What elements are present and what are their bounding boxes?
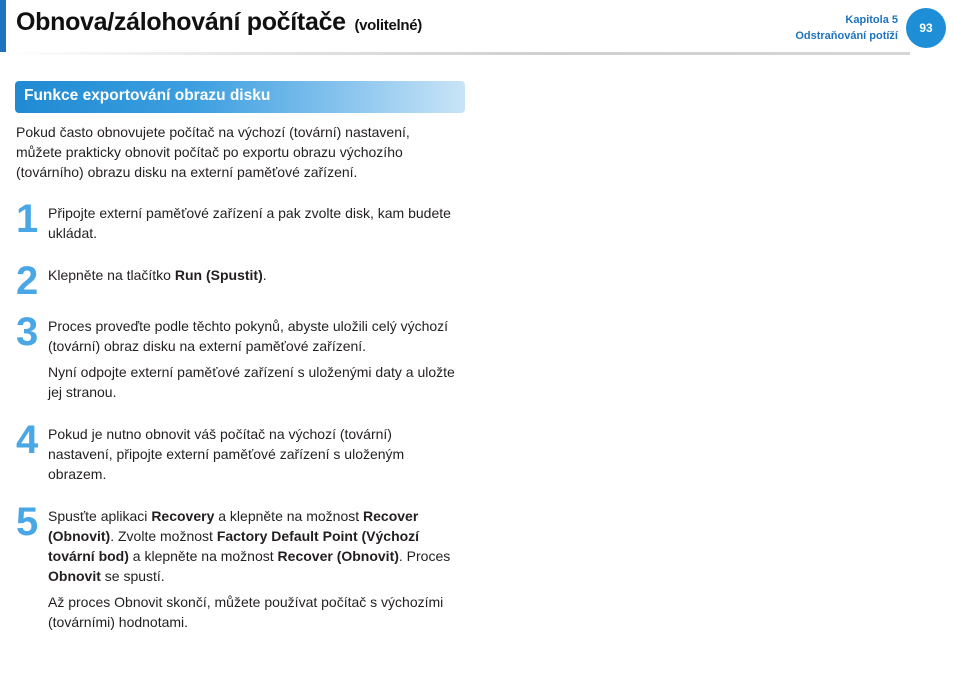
chapter-name: Odstraňování potíží <box>795 30 898 42</box>
text-segment: a klepněte na možnost <box>128 548 278 564</box>
obnovit-process-reference: Obnovit <box>48 568 101 584</box>
section-heading-bar <box>15 81 465 113</box>
text-segment: Spusťte aplikaci <box>48 508 152 524</box>
step-paragraph: Připojte externí paměťové zařízení a pak zvolte disk, kam budete ukládat. <box>48 205 451 241</box>
header-divider <box>6 52 910 55</box>
step-number: 1 <box>16 197 39 241</box>
step-paragraph <box>48 265 458 285</box>
step-paragraph: Proces proveďte podle těchto pokynů, abyste uložili celý výchozí (tovární) obraz disku na externí paměťové zařízení. <box>48 318 449 354</box>
text-segment: Klepněte na tlačítko <box>48 267 175 283</box>
text-segment: . Zvolte možnost <box>110 528 217 544</box>
step-text <box>48 506 458 632</box>
step-number: 2 <box>16 259 39 303</box>
step-number: 5 <box>16 500 39 544</box>
text-segment: . Proces <box>398 548 451 564</box>
page-title-text: Obnova/zálohování počítače <box>16 8 346 36</box>
step-text <box>48 265 458 285</box>
step-text <box>48 203 458 243</box>
recover-option-reference: Recover (Obnovit) <box>48 508 419 544</box>
step-text <box>48 316 458 402</box>
recovery-app-reference: Recovery <box>151 508 215 524</box>
page-number-badge: 93 <box>906 8 946 48</box>
step-text <box>48 424 458 484</box>
text-segment: . <box>262 267 267 283</box>
intro-paragraph: Pokud často obnovujete počítač na výchozí (tovární) nastavení, můžete prakticky obnovit počítač po exportu obrazu výchozího (továrního) obrazu disku na externí paměťové zařízení. <box>16 124 410 180</box>
page-title <box>16 8 422 37</box>
step-note: Nyní odpojte externí paměťové zařízení s uloženými daty a uložte jej stranou. <box>48 364 455 400</box>
step-paragraph: Pokud je nutno obnovit váš počítač na výchozí (tovární) nastavení, připojte externí paměťové zařízení s uloženým obrazem. <box>48 426 405 482</box>
header-accent-bar <box>0 0 6 52</box>
chapter-label: Kapitola 5 <box>845 14 898 26</box>
page-title-suffix: (volitelné) <box>354 17 422 34</box>
text-segment: se spustí. <box>100 568 165 584</box>
chapter-info <box>795 12 898 44</box>
step-note: Až proces Obnovit skončí, můžete používat počítač s výchozími (továrními) hodnotami. <box>48 594 444 630</box>
recover-option-reference: Recover (Obnovit) <box>277 548 399 564</box>
run-button-reference: Run (Spustit) <box>174 267 263 283</box>
step-number: 4 <box>16 418 39 462</box>
step-paragraph <box>48 506 458 586</box>
step-number: 3 <box>16 310 39 354</box>
section-title: Funkce exportování obrazu disku <box>24 87 271 104</box>
factory-default-point-reference: Factory Default Point (Výchozí tovární bod) <box>48 528 420 564</box>
text-segment: a klepněte na možnost <box>214 508 364 524</box>
